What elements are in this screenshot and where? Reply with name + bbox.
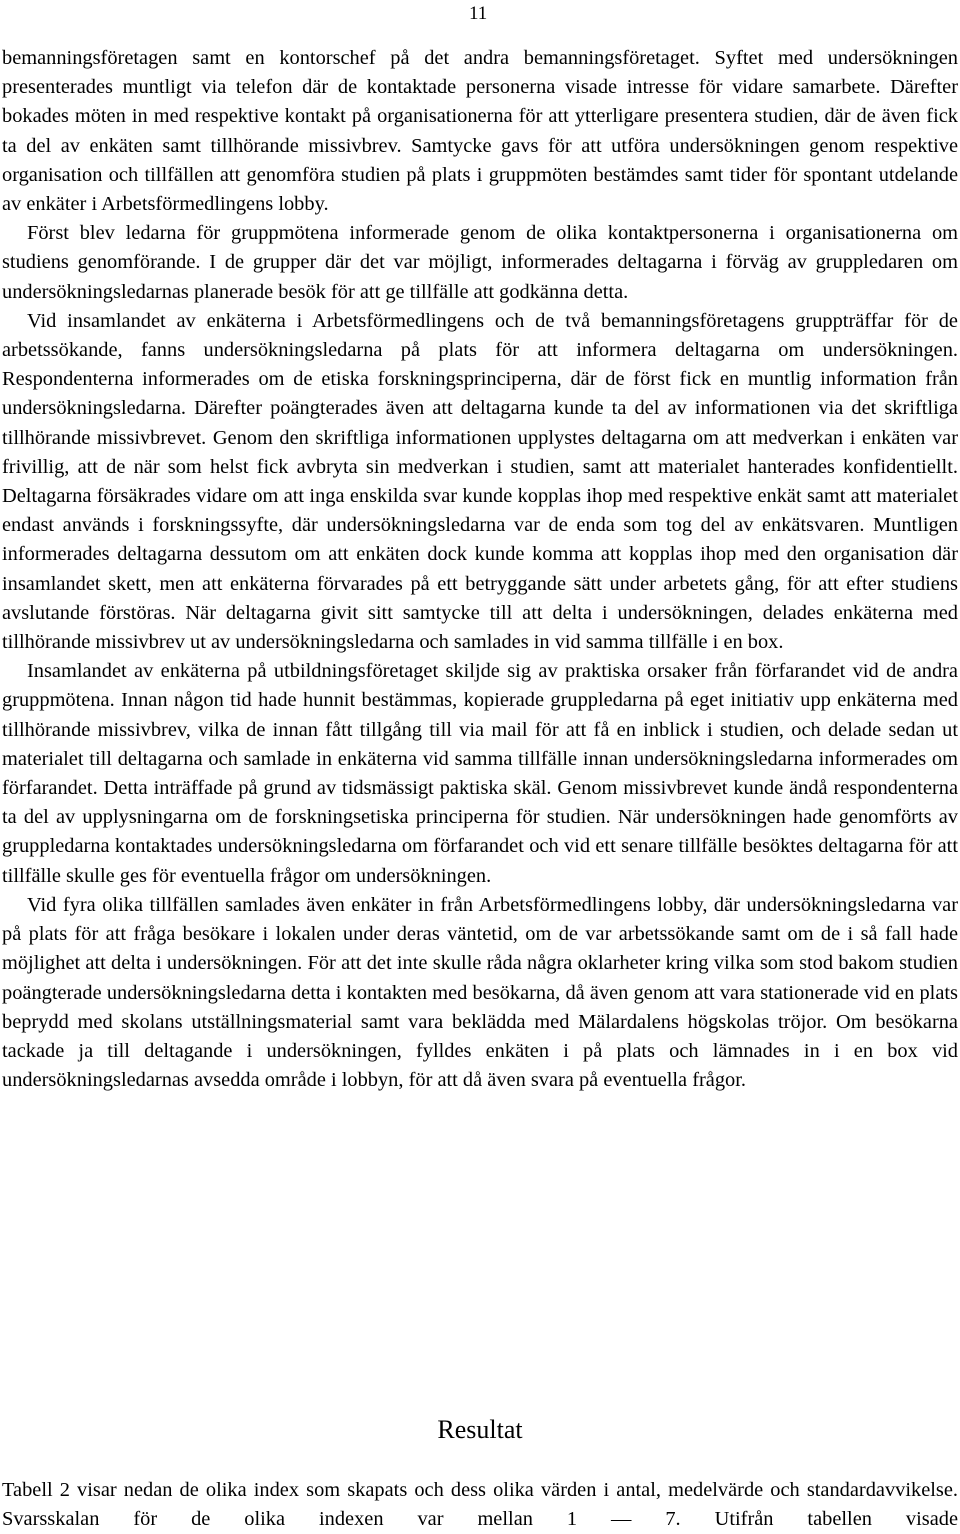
body-text bbox=[2, 44, 958, 1095]
section-heading: Resultat bbox=[437, 1415, 523, 1444]
paragraph: Insamlandet av enkäterna på utbildningsföretaget skiljde sig av praktiska orsaker från förfarandet vid de andra gruppmötena. Innan någon tid hade hunnit bestämmas, kopierade gruppledarna på eget initiativ upp enkäterna med tillhörande missivbrev, vilka de innan fått tillgång till via mail för att få en inblick i studien, och delade sedan ut materialet till deltagarna och samlade in enkäterna vid samma tillfälle innan undersökningsledarna informerades om förfarandet. Detta inträffade på grund av tidsmässigt paktiska skäl. Genom missivbrevet kunde ändå respondenterna ta del av upplysningarna om de forskningsetiska principerna för studien. När undersökningen hade genomförts av gruppledarna kontaktades undersökningsledarna om förfarandet och vid ett senare tillfälle besöktes deltagarna för att tillfälle skulle ges för eventuella frågor om undersökningen. bbox=[2, 660, 958, 887]
page-number: 11 bbox=[469, 3, 488, 24]
paragraph: Vid insamlandet av enkäterna i Arbetsförmedlingens och de två bemanningsföretagens gruppträffar för de arbetssökande, fanns undersökningsledarna på plats för att informera deltagarna om undersökningen. Respondenterna informerades om de etiska forskningsprinciperna, där de först fick en muntlig information från undersökningsledarna. Därefter poängterades även att deltagarna kunde ta del av informationen via det skriftliga tillhörande missivbrevet. Genom den skriftliga informationen upplystes deltagarna om att medverkan i enkäten var frivillig, att de när som helst fick avbryta sin medverkan i studien, samt att materialet hanterades konfidentiellt. Deltagarna försäkrades vidare om att inga enskilda svar kunde kopplas ihop med respektive enkät samt att materialet endast används i forskningssyfte, där undersökningsledarna var de enda som tog del av enkätsvaren. Muntligen informerades deltagarna dessutom om att enkäten dock kunde komma att kopplas ihop med den organisation där insamlandet skett, men att enkäterna förvarades på ett betryggande sätt under arbetets gång, för att efter studiens avslutande förstöras. När deltagarna givit sitt samtycke till att delta i undersökningen, delades enkäterna med tillhörande missivbrev ut av undersökningsledarna och samlades in vid samma tillfälle i en box. bbox=[2, 309, 958, 654]
paragraph: Vid fyra olika tillfällen samlades även enkäter in från Arbetsförmedlingens lobby, där undersökningsledarna var på plats för att fråga besökare i lokalen under deras väntetid, om de var arbetssökande samt om de i så fall hade möjlighet att delta i undersökningen. För att det inte skulle råda några oklarheter kring vilka som stod bakom studien poängterade undersökningsledarna detta i kontakten med besökarna, då även genom att vara stationerade vid en plats beprydd med skolans utställningsmaterial samt vara beklädda med Mälardalens högskolas tröjor. Om besökarna tackade ja till deltagande i undersökningen, fylldes enkäten i på plats och lämnades in i en box vid undersökningsledarnas avsedda område i lobbyn, för att då även svara på eventuella frågor. bbox=[2, 893, 958, 1092]
paragraph: Först blev ledarna för gruppmötena informerade genom de olika kontaktpersonerna i organisationerna om studiens genomförande. I de grupper där det var möjligt, informerades deltagarna i förväg av gruppledaren om undersökningsledarnas planerade besök för att ge tillfälle att godkänna detta. bbox=[2, 222, 958, 303]
paragraph: Tabell 2 visar nedan de olika index som skapats och dess olika värden i antal, medelvärde och standardavvikelse. Svarsskalan för de olika indexen var mellan 1 — 7. Utifrån tabellen visade bbox=[2, 1479, 958, 1531]
paragraph: bemanningsföretagen samt en kontorschef på det andra bemanningsföretaget. Syftet med undersökningen presenterades muntligt via telefon där de kontaktade personerna visade intresse för vidare samarbete. Därefter bokades möten in med respektive kontakt på organisationerna för att ytterligare presentera studien, där de även fick ta del av enkäten samt tillhörande missivbrev. Samtycke gavs för att utföra undersökningen genom respektive organisation och tillfällen att genomföra studien på plats i gruppmöten bestämdes samt tider för spontant utdelande av enkäter i Arbetsförmedlingens lobby. bbox=[2, 47, 958, 216]
